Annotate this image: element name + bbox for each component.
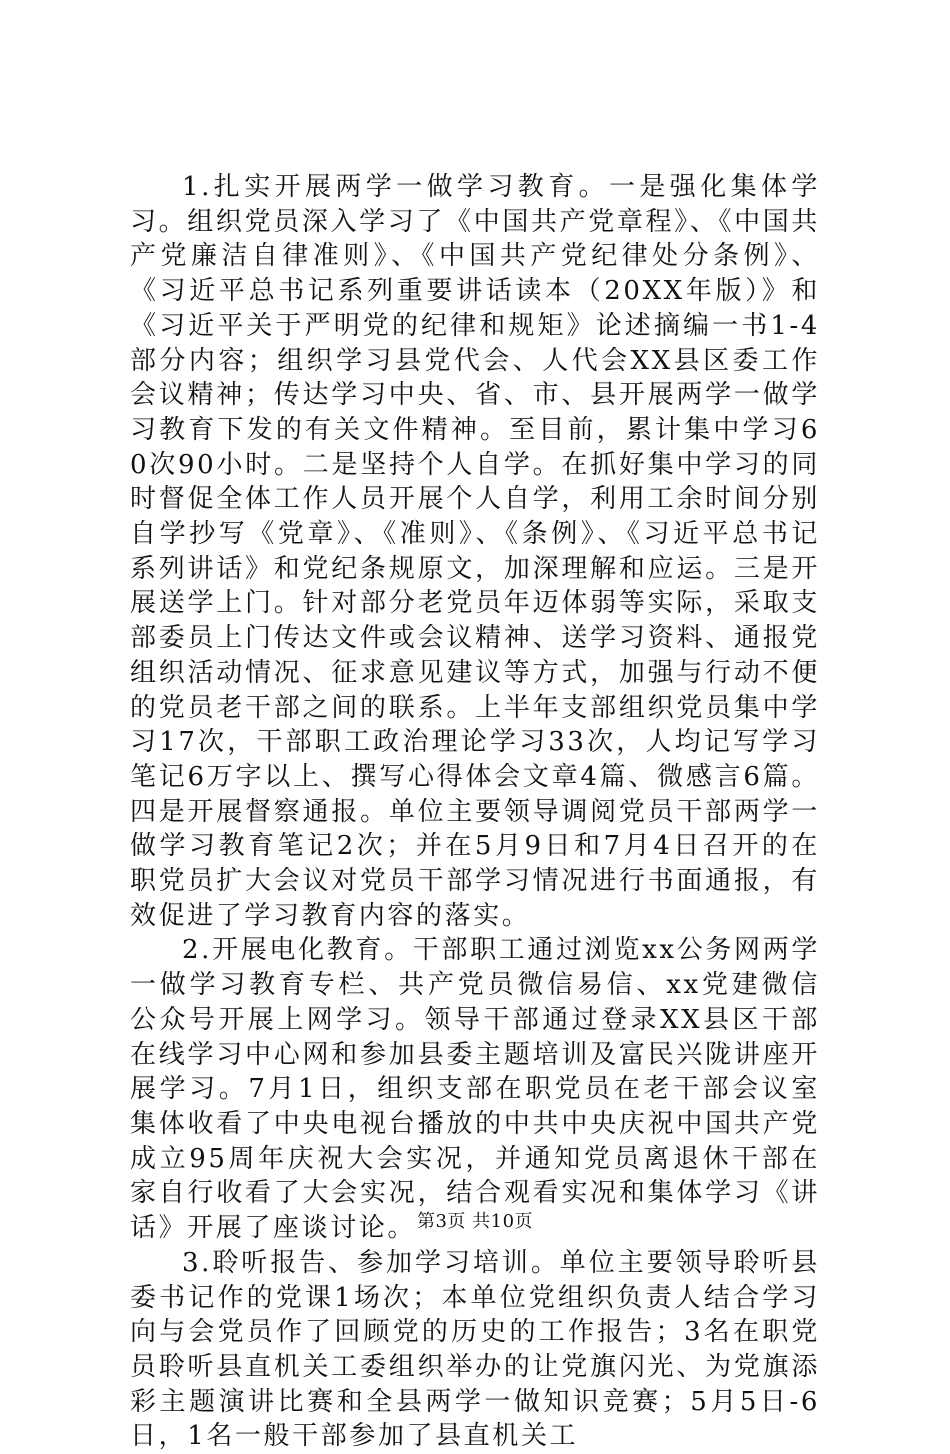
paragraph-2: 2.开展电化教育。干部职工通过浏览xx公务网两学一做学习教育专栏、共产党员微信易信、xx党建微信公众号开展上网学习。领导干部通过登录XX县区干部在线学习中心网和参加县委主题培训及富民兴陇讲座开展学习。7月1日，组织支部在职党员在老干部会议室集体收看了中央电视台播放的中共中央庆祝中国共产党成立95周年庆祝大会实况，并通知党员离退休干部在家自行收看了大会实况，结合观看实况和集体学习《讲话》开展了座谈讨论。	[130, 935, 820, 1244]
document-body	[130, 170, 820, 1454]
paragraph-3: 3.聆听报告、参加学习培训。单位主要领导聆听县委书记作的党课1场次；本单位党组织负责人结合学习向与会党员作了回顾党的历史的工作报告；3名在职党员聆听县直机关工委组织举办的让党旗闪光、为党旗添彩主题演讲比赛和全县两学一做知识竞赛；5月5日-6日，1名一般干部参加了县直机关工	[130, 1247, 820, 1452]
paragraph-1: 1.扎实开展两学一做学习教育。一是强化集体学习。组织党员深入学习了《中国共产党章程》、《中国共产党廉洁自律准则》、《中国共产党纪律处分条例》、《习近平总书记系列重要讲话读本（20XX年版）》和《习近平关于严明党的纪律和规矩》论述摘编一书1-4部分内容；组织学习县党代会、人代会XX县区委工作会议精神；传达学习中央、省、市、县开展两学一做学习教育下发的有关文件精神。至目前，累计集中学习60次90小时。二是坚持个人自学。在抓好集中学习的同时督促全体工作人员开展个人自学，利用工余时间分别自学抄写《党章》、《准则》、《条例》、《习近平总书记系列讲话》和党纪条规原文，加深理解和应运。三是开展送学上门。针对部分老党员年迈体弱等实际，采取支部委员上门传达文件或会议精神、送学习资料、通报党组织活动情况、征求意见建议等方式，加强与行动不便的党员老干部之间的联系。上半年支部组织党员集中学习17次，干部职工政治理论学习33次，人均记写学习笔记6万字以上、撰写心得体会文章4篇、微感言6篇。四是开展督察通报。单位主要领导调阅党员干部两学一做学习教育笔记2次；并在5月9日和7月4日召开的在职党员扩大会议对党员干部学习情况进行书面通报，有效促进了学习教育内容的落实。	[130, 172, 820, 931]
page-number-footer: 第3页 共10页	[416, 1211, 534, 1232]
